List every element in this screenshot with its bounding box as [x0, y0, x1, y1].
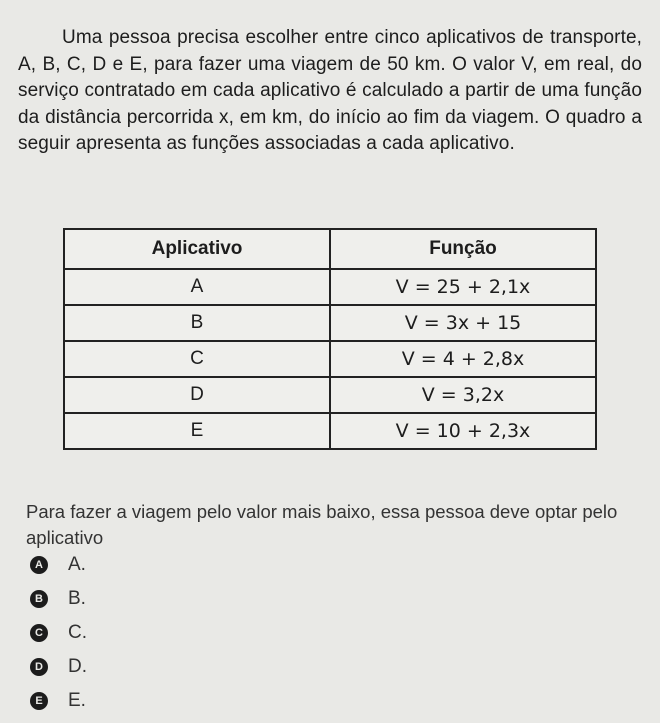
option-letter-badge: D [30, 658, 48, 676]
app-cell: E [64, 413, 330, 449]
option-label: D. [68, 656, 87, 677]
function-cell: V = 3x + 15 [330, 305, 596, 341]
table-header-row [64, 229, 596, 269]
app-cell: D [64, 377, 330, 413]
app-cell: C [64, 341, 330, 377]
option-label: B. [68, 588, 86, 609]
table-row [64, 377, 596, 413]
option-label: A. [68, 554, 86, 575]
table-row [64, 341, 596, 377]
option-label: C. [68, 622, 87, 643]
function-cell: V = 3,2x [330, 377, 596, 413]
option-e[interactable] [30, 688, 230, 714]
option-c[interactable] [30, 620, 230, 646]
table-row [64, 305, 596, 341]
functions-table [63, 228, 597, 450]
app-cell: B [64, 305, 330, 341]
table-row [64, 269, 596, 305]
function-cell: V = 4 + 2,8x [330, 341, 596, 377]
function-cell: V = 25 + 2,1x [330, 269, 596, 305]
option-a[interactable] [30, 552, 230, 578]
function-cell: V = 10 + 2,3x [330, 413, 596, 449]
question-statement: Uma pessoa precisa escolher entre cinco aplicativos de transporte, A, B, C, D e E, para fazer uma viagem de 50 km. O valor V, em real, do serviço contratado em cada aplicativo é calculado a partir de uma função da distância percorrida x, em km, do início ao fim da viagem. O quadro a seguir apresenta as funções associadas a cada aplicativo. [18, 27, 642, 154]
header-funcao: Função [330, 229, 596, 269]
table-row [64, 413, 596, 449]
option-letter-badge: A [30, 556, 48, 574]
option-letter-badge: E [30, 692, 48, 710]
app-cell: A [64, 269, 330, 305]
option-letter-badge: C [30, 624, 48, 642]
header-aplicativo: Aplicativo [64, 229, 330, 269]
option-d[interactable] [30, 654, 230, 680]
option-letter-badge: B [30, 590, 48, 608]
option-label: E. [68, 690, 86, 711]
question-prompt: Para fazer a viagem pelo valor mais baixo, essa pessoa deve optar pelo aplicativo [26, 500, 618, 548]
option-b[interactable] [30, 586, 230, 612]
